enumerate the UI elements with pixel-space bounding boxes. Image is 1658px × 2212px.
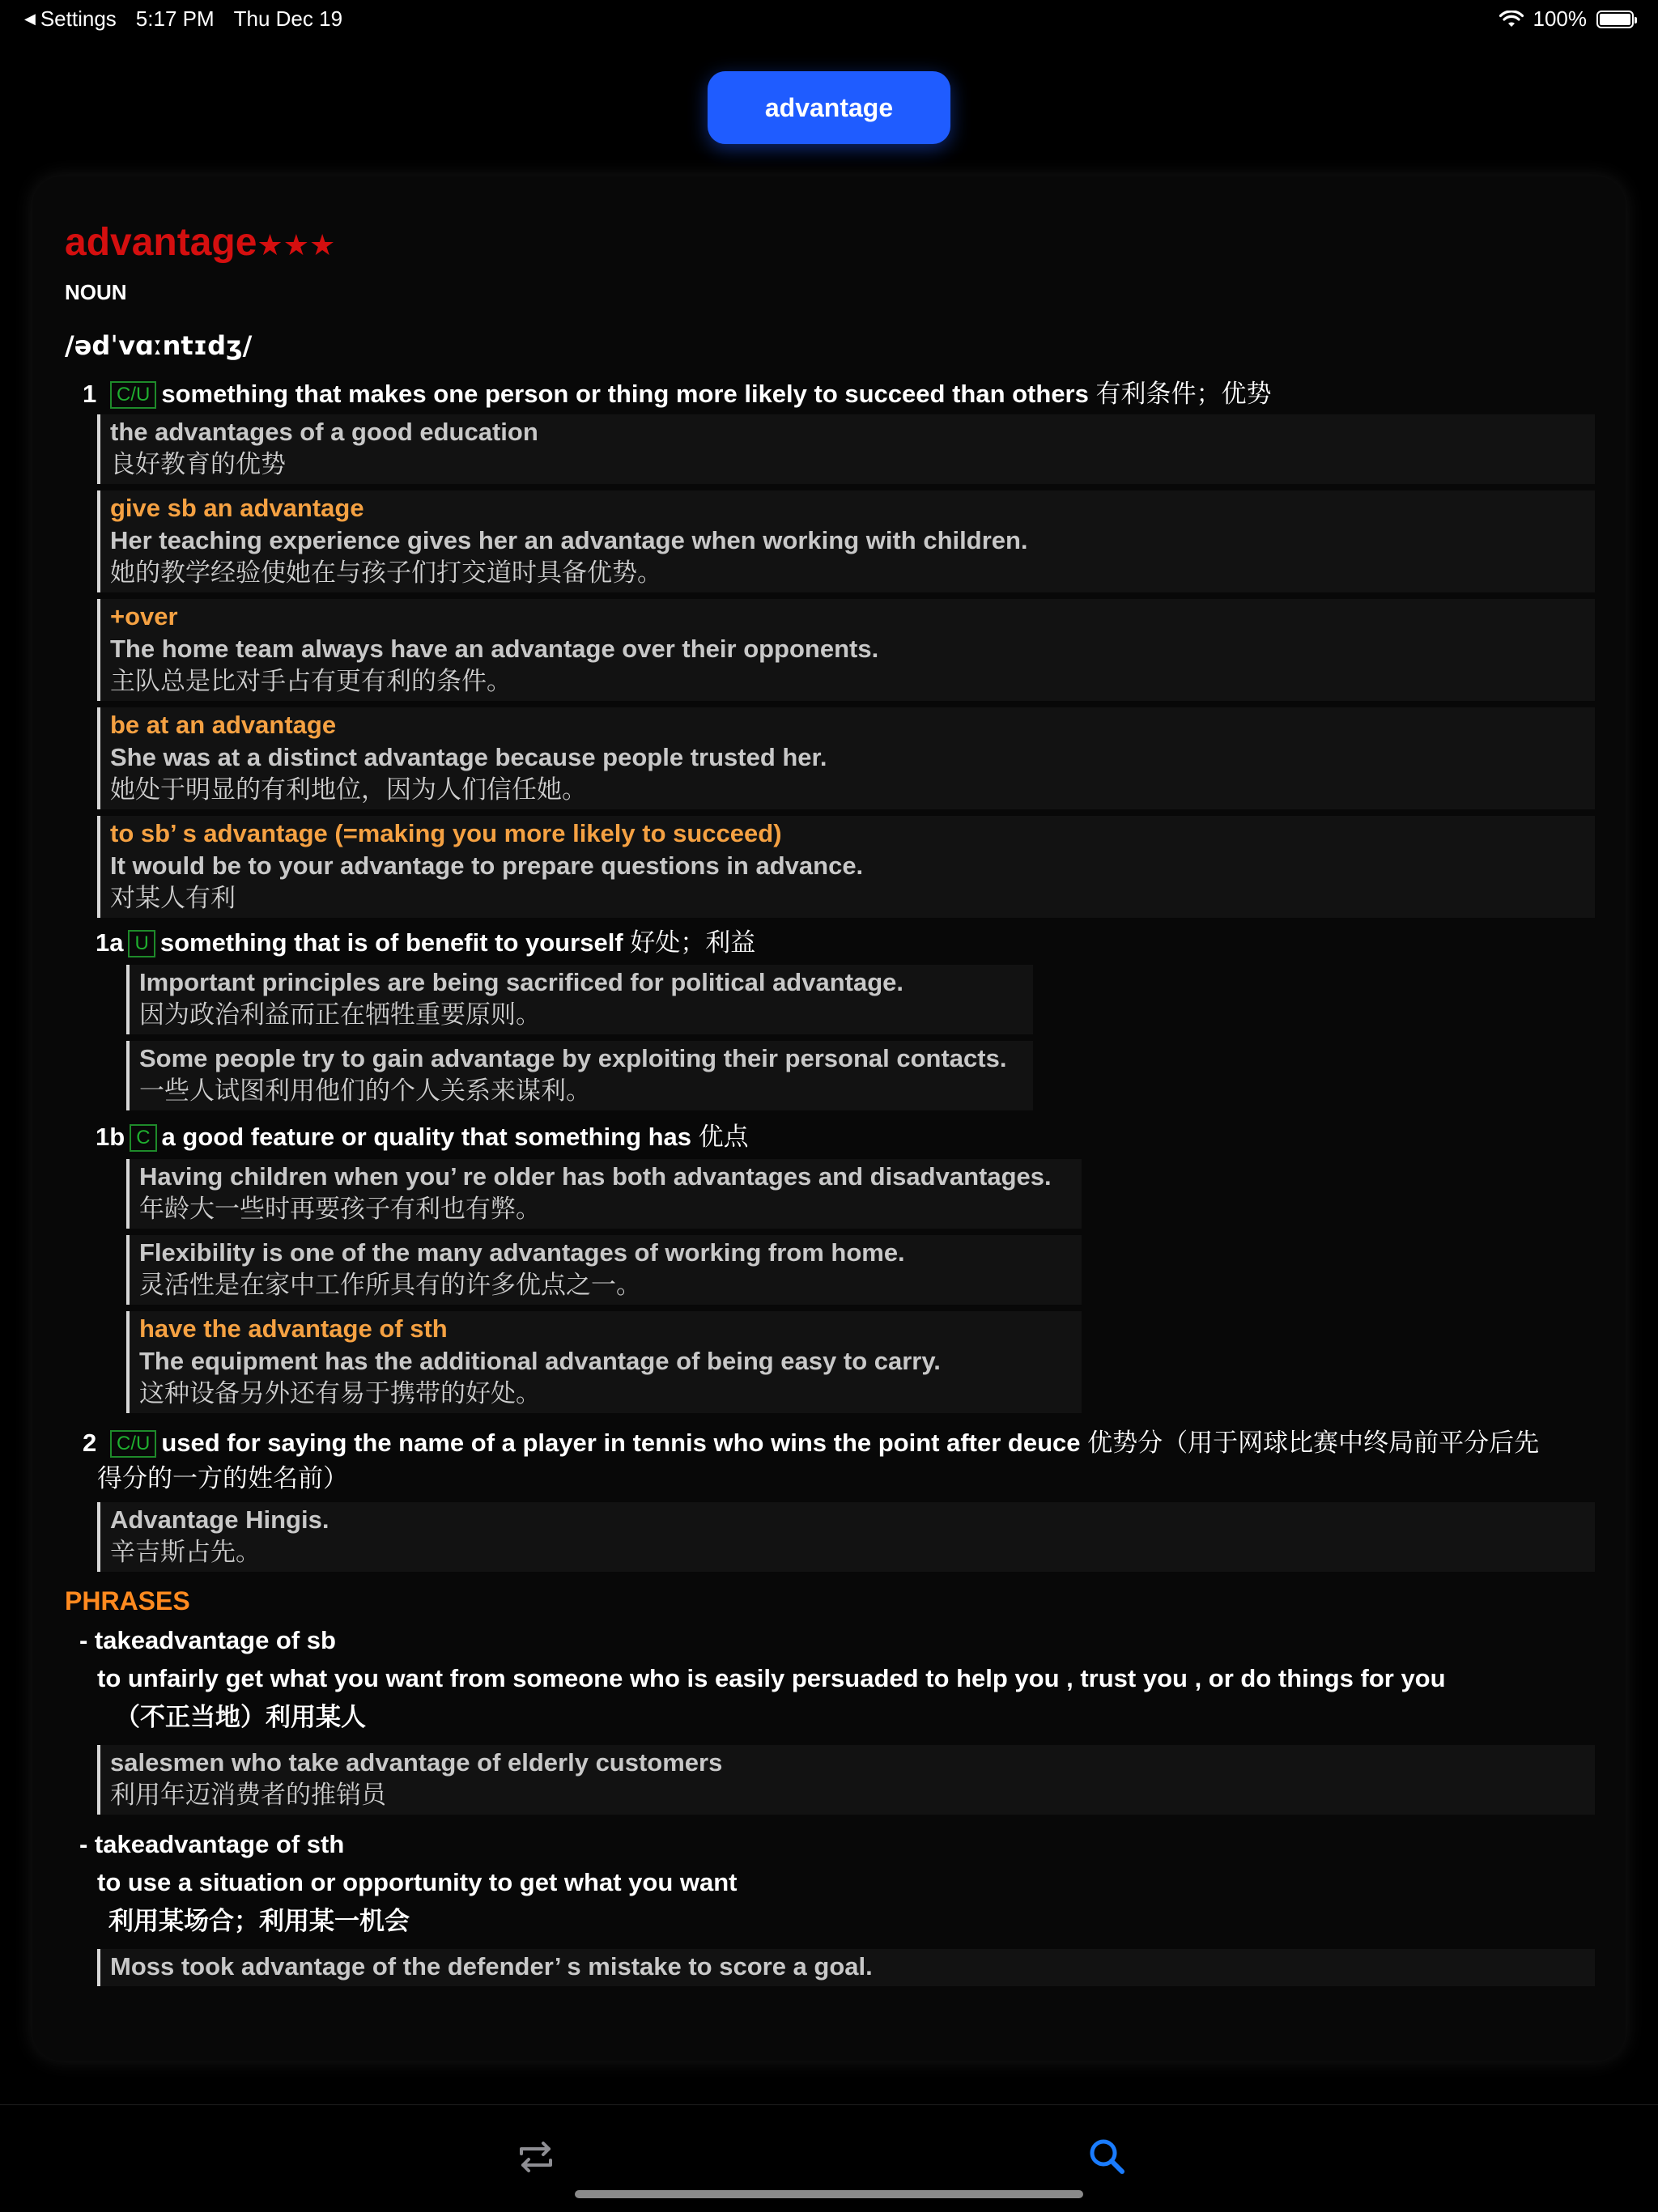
collocation: +over xyxy=(110,602,178,630)
back-to-settings[interactable] xyxy=(24,6,117,32)
example-cn: 因为政治利益而正在牺牲重要原则。 xyxy=(139,1000,541,1029)
sense-1a xyxy=(65,926,1595,1110)
entry-content xyxy=(65,217,1595,1986)
part-of-speech: NOUN xyxy=(65,280,127,304)
example-cn: 辛吉斯占先。 xyxy=(110,1538,261,1566)
frequency-stars: ★★★ xyxy=(257,228,336,261)
example-cn: 一些人试图利用他们的个人关系来谋利。 xyxy=(139,1076,591,1105)
sense-def-text: used for saying the name of a player in tennis who wins the point after deuce xyxy=(161,1429,1081,1457)
sense-number: 2 xyxy=(83,1429,97,1457)
collocation: give sb an advantage xyxy=(110,494,364,522)
example-en: It would be to your advantage to prepare questions in advance. xyxy=(110,851,864,880)
example-cn: 她的教学经验使她在与孩子们打交道时具备优势。 xyxy=(110,558,662,587)
example-box xyxy=(97,414,1595,484)
example-en: The home team always have an advantage over their opponents. xyxy=(110,635,879,663)
search-word-button[interactable]: advantage xyxy=(708,71,950,144)
example-box xyxy=(97,490,1595,592)
example-en: Having children when you’ re older has both advantages and disadvantages. xyxy=(139,1162,1052,1191)
example-box xyxy=(126,1235,1082,1305)
sense-1 xyxy=(65,377,1595,918)
example-cn: 良好教育的优势 xyxy=(110,450,286,478)
collocation: have the advantage of sth xyxy=(139,1314,448,1343)
sense-def-cn: 有利条件；优势 xyxy=(1095,380,1272,408)
battery-percent: 100% xyxy=(1533,6,1587,31)
phrase-definition-cn: （不正当地）利用某人 xyxy=(115,1703,366,1731)
wifi-icon xyxy=(1499,11,1524,28)
phonetic: /ədˈvɑːntɪdʒ/ xyxy=(65,330,253,361)
sense-def-cn: 优点 xyxy=(698,1123,749,1151)
phrase-item xyxy=(65,1826,1595,1986)
battery-icon xyxy=(1596,11,1634,28)
phrase-title: - takeadvantage of sb xyxy=(79,1626,336,1654)
sense-number: 1b xyxy=(96,1123,125,1151)
phrase-item xyxy=(65,1622,1595,1815)
example-cn: 主队总是比对手占有更有利的条件。 xyxy=(110,667,512,695)
example-cn: 这种设备另外还有易于携带的好处。 xyxy=(139,1379,541,1407)
sense-def-cn: 优势分（用于网球比赛中终局前平分后先 xyxy=(1087,1429,1540,1457)
sense-definition xyxy=(96,926,1595,960)
example-cn: 年龄大一些时再要孩子有利也有弊。 xyxy=(139,1195,541,1223)
sense-number: 1a xyxy=(96,928,124,957)
sense-definition xyxy=(83,377,1595,411)
status-bar xyxy=(0,0,1658,39)
headword-text: advantage xyxy=(65,221,257,264)
status-time: 5:17 PM xyxy=(135,6,215,31)
sense-definition xyxy=(96,1120,1595,1154)
example-en: the advantages of a good education xyxy=(110,418,538,446)
collocation: be at an advantage xyxy=(110,711,337,739)
sense-def-cn: 好处；利益 xyxy=(630,928,756,957)
example-box xyxy=(97,599,1595,701)
phrase-definition: to use a situation or opportunity to get what you want xyxy=(97,1868,738,1896)
example-en: Flexibility is one of the many advantages of working from home. xyxy=(139,1238,905,1267)
example-box xyxy=(97,1745,1595,1815)
sense-definition xyxy=(83,1426,1593,1496)
example-box xyxy=(126,1041,1033,1110)
grammar-badge: C/U xyxy=(110,1430,156,1458)
example-cn: 利用年迈消费者的推销员 xyxy=(110,1781,386,1809)
grammar-badge: C/U xyxy=(110,381,156,409)
back-arrow-icon: ◀ xyxy=(24,11,36,27)
grammar-badge: U xyxy=(128,930,155,957)
sense-def-cn-continued: 得分的一方的姓名前） xyxy=(97,1464,348,1492)
dictionary-entry-card xyxy=(32,176,1626,2061)
example-box xyxy=(97,1502,1595,1572)
example-cn: 对某人有利 xyxy=(110,884,236,912)
sense-1b xyxy=(65,1120,1595,1413)
phrase-definition: to unfairly get what you want from someone who is easily persuaded to help you , trust you , or do things for you xyxy=(97,1664,1446,1692)
phrases-heading: PHRASES xyxy=(65,1586,190,1615)
sense-def-text: something that is of benefit to yourself xyxy=(159,928,623,957)
example-en: Advantage Hingis. xyxy=(110,1505,329,1534)
home-indicator[interactable] xyxy=(575,2190,1083,2198)
example-en: She was at a distinct advantage because people trusted her. xyxy=(110,743,827,771)
example-cn: 她处于明显的有利地位，因为人们信任她。 xyxy=(110,775,587,804)
back-label: Settings xyxy=(40,6,117,31)
example-en: Important principles are being sacrificed for political advantage. xyxy=(139,968,904,996)
sense-def-text: a good feature or quality that something has xyxy=(161,1123,692,1151)
example-box xyxy=(97,1949,1595,1986)
sense-number: 1 xyxy=(83,380,97,408)
example-box xyxy=(97,816,1595,918)
search-icon[interactable] xyxy=(1083,2133,1132,2181)
phrase-title: - takeadvantage of sth xyxy=(79,1830,345,1858)
example-en: Moss took advantage of the defender’ s mistake to score a goal. xyxy=(110,1952,873,1981)
repeat-icon[interactable] xyxy=(512,2133,560,2181)
headword xyxy=(65,217,1595,269)
example-box xyxy=(97,707,1595,809)
sense-def-text: something that makes one person or thing more likely to succeed than others xyxy=(161,380,1089,408)
status-date: Thu Dec 19 xyxy=(233,6,343,31)
example-cn: 灵活性是在家中工作所具有的许多优点之一。 xyxy=(139,1271,641,1299)
grammar-badge: C xyxy=(130,1124,156,1152)
example-en: salesmen who take advantage of elderly customers xyxy=(110,1748,723,1777)
phrase-definition-cn: 利用某场合；利用某一机会 xyxy=(108,1907,410,1935)
example-box xyxy=(126,965,1033,1034)
collocation: to sb’ s advantage (=making you more likely to succeed) xyxy=(110,819,782,847)
sense-2 xyxy=(65,1426,1595,1572)
example-box xyxy=(126,1311,1082,1413)
example-en: Some people try to gain advantage by exploiting their personal contacts. xyxy=(139,1044,1007,1072)
example-en: The equipment has the additional advantage of being easy to carry. xyxy=(139,1347,941,1375)
example-box xyxy=(126,1159,1082,1229)
example-en: Her teaching experience gives her an advantage when working with children. xyxy=(110,526,1028,554)
